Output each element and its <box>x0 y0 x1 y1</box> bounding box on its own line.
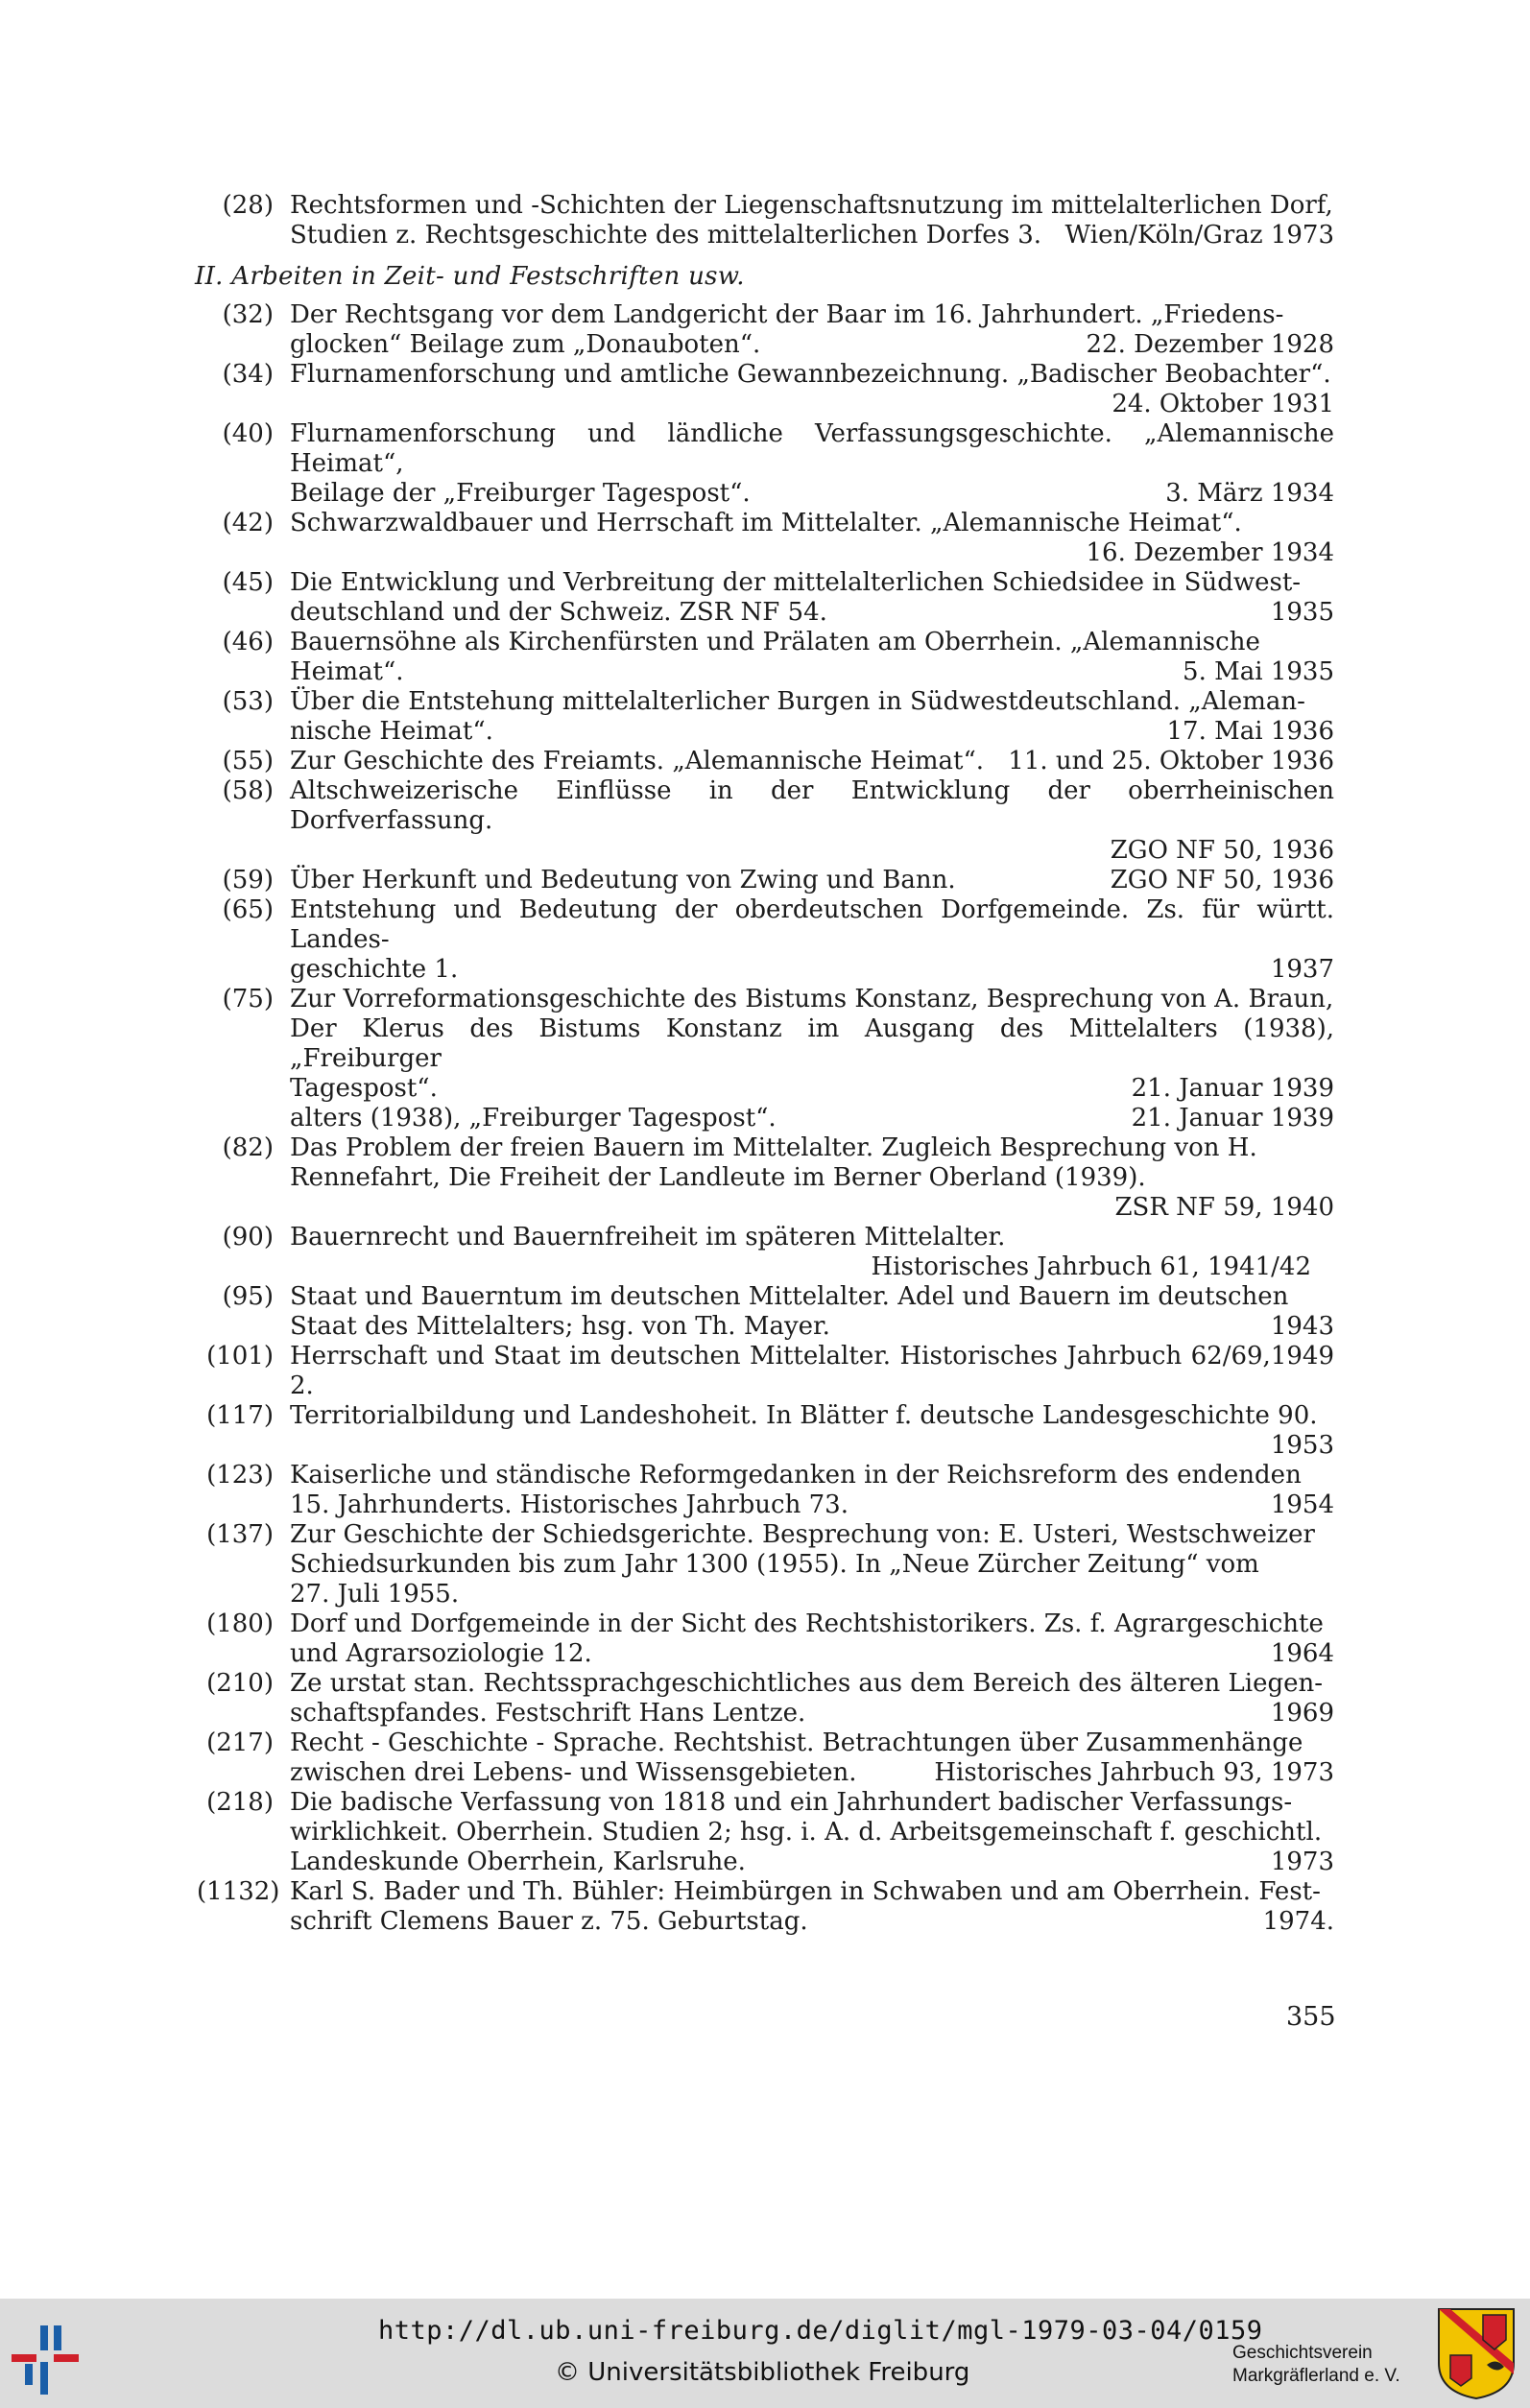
entry-body <box>290 895 1334 985</box>
entry-text-line: 27. Juli 1955. <box>290 1580 460 1609</box>
bibliography-entry <box>197 1282 1334 1342</box>
bibliography-entry <box>197 687 1334 747</box>
entry-body <box>290 628 1334 687</box>
entry-body <box>290 360 1334 419</box>
entry-text-line: Schiedsurkunden bis zum Jahr 1300 (1955). In „Neue Zürcher Zeitung“ vom <box>290 1550 1259 1579</box>
entry-body <box>290 985 1334 1133</box>
permalink-url[interactable]: http://dl.ub.uni-freiburg.de/diglit/mgl-1979-03-04/0159 <box>378 2316 1263 2346</box>
entry-text-left: Herrschaft und Staat im deutschen Mittelalter. Historisches Jahrbuch 62/69, 2. <box>290 1342 1271 1400</box>
entry-number: (95) <box>222 1282 274 1311</box>
bibliography-entry <box>197 866 1334 895</box>
entry-text-left: Tagespost“. <box>290 1074 438 1103</box>
entry-text-line: Die Entwicklung und Verbreitung der mittelalterlichen Schiedsidee in Südwest- <box>290 568 1302 597</box>
page-number: 355 <box>1286 2002 1336 2032</box>
bibliography-entry <box>197 1133 1334 1223</box>
entry-source: Historisches Jahrbuch 61, 1941/42 <box>871 1252 1311 1281</box>
entry-number: (58) <box>222 776 274 805</box>
entry-text-left: Über Herkunft und Bedeutung von Zwing und Bann. <box>290 866 956 894</box>
entry-date: 1949 <box>1270 1342 1334 1371</box>
entry-source: ZGO NF 50, 1936 <box>1110 836 1334 865</box>
entry-text-left: Studien z. Rechtsgeschichte des mittelalterlichen Dorfes 3. <box>290 221 1042 250</box>
entry-body <box>290 776 1334 866</box>
entry-number: (46) <box>222 628 274 656</box>
entry-body <box>290 1401 1334 1461</box>
entry-date: 1974. <box>1262 1907 1334 1936</box>
entry-number: (217) <box>206 1729 274 1757</box>
entry-text-left: Zur Geschichte des Freiamts. „Alemannische Heimat“. <box>290 747 985 775</box>
bibliography-entry <box>197 1669 1334 1729</box>
entry-body <box>290 1520 1334 1609</box>
entry-split-line <box>290 330 1334 360</box>
entry-split-line <box>290 598 1334 628</box>
entry-text-left: Staat des Mittelalters; hsg. von Th. Mayer. <box>290 1312 830 1341</box>
entry-text-line: Rechtsformen und -Schichten der Liegenschaftsnutzung im mittelalterlichen Dorf, <box>290 191 1333 220</box>
entry-text-left: und Agrarsoziologie 12. <box>290 1639 592 1668</box>
entry-source: 24. Oktober 1931 <box>1112 390 1334 418</box>
entry-source: 16. Dezember 1934 <box>1086 538 1334 567</box>
bibliography-entry <box>197 300 1334 360</box>
entry-text-line: wirklichkeit. Oberrhein. Studien 2; hsg. i. A. d. Arbeitsgemeinschaft f. geschichtl. <box>290 1818 1323 1847</box>
entry-body <box>290 1788 1334 1877</box>
entry-date: 21. Januar 1939 <box>1131 1074 1334 1103</box>
entry-text-line: Altschweizerische Einflüsse in der Entwicklung der oberrheinischen Dorfverfassung. <box>290 776 1334 835</box>
section-heading <box>197 262 1334 292</box>
entry-number: (90) <box>222 1223 274 1252</box>
entry-body <box>290 1133 1334 1223</box>
entry-text-left: nische Heimat“. <box>290 717 493 746</box>
bibliography-entry <box>197 1729 1334 1788</box>
entry-number: (42) <box>222 509 274 537</box>
entry-date: Historisches Jahrbuch 93, 1973 <box>934 1758 1334 1787</box>
entry-number: (65) <box>222 895 274 924</box>
entry-date: 1937 <box>1270 955 1334 984</box>
entry-text-left: zwischen drei Lebens- und Wissensgebieten. <box>290 1758 857 1787</box>
entry-text-left: schaftspfandes. Festschrift Hans Lentze. <box>290 1699 806 1728</box>
entry-split-line <box>290 1312 1334 1342</box>
entry-text-line: Entstehung und Bedeutung der oberdeutschen Dorfgemeinde. Zs. für württ. Landes- <box>290 895 1334 954</box>
entry-body <box>290 419 1334 509</box>
entry-split-line <box>290 866 1334 895</box>
bibliography-entry <box>197 1520 1334 1609</box>
bibliography-entry <box>197 1609 1334 1669</box>
entry-date: 21. Januar 1939 <box>1131 1104 1334 1132</box>
entry-body <box>290 1223 1334 1282</box>
bibliography-entry <box>197 568 1334 628</box>
entry-text-line: Flurnamenforschung und ländliche Verfassungsgeschichte. „Alemannische Heimat“, <box>290 419 1334 478</box>
entry-split-line <box>290 1907 1334 1937</box>
entry-number: (137) <box>206 1520 274 1549</box>
entry-number: (28) <box>222 191 274 220</box>
entry-text-line: Der Klerus des Bistums Konstanz im Ausgang des Mittelalters (1938), „Freiburger <box>290 1014 1334 1073</box>
entry-date: 1954 <box>1270 1490 1334 1519</box>
entry-body <box>290 1877 1334 1937</box>
entry-date: 22. Dezember 1928 <box>1086 330 1334 359</box>
society-name-line1: Geschichtsverein <box>1232 2343 1373 2363</box>
entry-split-line <box>290 1758 1334 1788</box>
entry-text-left: Landeskunde Oberrhein, Karlsruhe. <box>290 1848 746 1876</box>
bibliography-entry <box>197 985 1334 1133</box>
bibliography-entry <box>197 191 1334 250</box>
entry-text-left: geschichte 1. <box>290 955 459 984</box>
bibliography-entry <box>197 1877 1334 1937</box>
entry-number: (123) <box>206 1461 274 1490</box>
entry-body <box>290 1342 1334 1401</box>
entry-date: 1935 <box>1270 598 1334 627</box>
bibliography-entry <box>197 360 1334 419</box>
entry-number: (32) <box>222 300 274 329</box>
bibliography-list <box>197 191 1334 1937</box>
entry-date: 1969 <box>1270 1699 1334 1728</box>
entry-text-line: Kaiserliche und ständische Reformgedanken in der Reichsreform des endenden <box>290 1461 1302 1490</box>
entry-body <box>290 568 1334 628</box>
entry-number: (210) <box>206 1669 274 1698</box>
entry-number: (40) <box>222 419 274 448</box>
bibliography-entry <box>197 747 1334 776</box>
entry-text-left: schrift Clemens Bauer z. 75. Geburtstag. <box>290 1907 808 1936</box>
bibliography-entry <box>197 895 1334 985</box>
entry-split-line <box>290 1848 1334 1877</box>
bibliography-entry <box>197 1223 1334 1282</box>
entry-body <box>290 509 1334 568</box>
ub-freiburg-logo-icon[interactable] <box>12 2320 98 2396</box>
entry-number: (55) <box>222 747 274 775</box>
entry-text-left: glocken“ Beilage zum „Donauboten“. <box>290 330 761 359</box>
entry-number: (34) <box>222 360 274 389</box>
section-heading-text: II. Arbeiten in Zeit- und Festschriften usw. <box>195 262 745 291</box>
entry-split-line <box>290 717 1334 747</box>
entry-text-left: Heimat“. <box>290 657 404 686</box>
entry-text-line: Zur Geschichte der Schiedsgerichte. Besprechung von: E. Usteri, Westschweizer <box>290 1520 1315 1549</box>
entry-text-line: Schwarzwaldbauer und Herrschaft im Mittelalter. „Alemannische Heimat“. <box>290 509 1242 537</box>
entry-text-line: Staat und Bauerntum im deutschen Mittelalter. Adel und Bauern im deutschen <box>290 1282 1289 1311</box>
entry-body <box>290 300 1334 360</box>
entry-body <box>290 1282 1334 1342</box>
entry-text-line: Der Rechtsgang vor dem Landgericht der Baar im 16. Jahrhundert. „Friedens- <box>290 300 1284 329</box>
entry-date: 1964 <box>1270 1639 1334 1668</box>
entry-source: ZSR NF 59, 1940 <box>1114 1193 1334 1222</box>
bibliography-entry <box>197 1788 1334 1877</box>
entry-date: 1973 <box>1270 1848 1334 1876</box>
entry-text-line: Das Problem der freien Bauern im Mittelalter. Zugleich Besprechung von H. <box>290 1133 1257 1162</box>
entry-text-line: Bauernrecht und Bauernfreiheit im späteren Mittelalter. <box>290 1223 1006 1252</box>
entry-number: (1132) <box>197 1877 280 1906</box>
bibliography-entry <box>197 509 1334 568</box>
entry-text-left: Beilage der „Freiburger Tagespost“. <box>290 479 751 508</box>
entry-date: 5. Mai 1935 <box>1183 657 1334 686</box>
entry-text-left: deutschland und der Schweiz. ZSR NF 54. <box>290 598 827 627</box>
entry-split-line <box>290 1699 1334 1729</box>
bibliography-entry <box>197 1461 1334 1520</box>
entry-body <box>290 687 1334 747</box>
entry-text-line: Karl S. Bader und Th. Bühler: Heimbürgen in Schwaben und am Oberrhein. Fest- <box>290 1877 1321 1906</box>
entry-split-line <box>290 1490 1334 1520</box>
entry-number: (53) <box>222 687 274 716</box>
entry-number: (218) <box>206 1788 274 1817</box>
entry-text-line: Über die Entstehung mittelalterlicher Burgen in Südwestdeutschland. „Aleman- <box>290 687 1305 716</box>
entry-number: (117) <box>206 1401 274 1430</box>
entry-number: (45) <box>222 568 274 597</box>
entry-split-line <box>290 1104 1334 1133</box>
entry-split-line <box>290 955 1334 985</box>
entry-date: ZGO NF 50, 1936 <box>1110 866 1334 894</box>
footer-bar <box>0 2299 1530 2408</box>
entry-number: (101) <box>206 1342 274 1371</box>
entry-body <box>290 1609 1334 1669</box>
entry-body <box>290 1729 1334 1788</box>
bibliography-entry <box>197 1342 1334 1401</box>
entry-body <box>290 191 1334 250</box>
entry-date: 17. Mai 1936 <box>1166 717 1334 746</box>
entry-text-line: Flurnamenforschung und amtliche Gewannbezeichnung. „Badischer Beobachter“. <box>290 360 1331 389</box>
society-name[interactable] <box>1232 2342 1400 2388</box>
entry-split-line <box>290 221 1334 250</box>
entry-body <box>290 1461 1334 1520</box>
entry-text-line: Bauernsöhne als Kirchenfürsten und Prälaten am Oberrhein. „Alemannische <box>290 628 1260 656</box>
copyright-text: © Universitätsbibliothek Freiburg <box>555 2358 970 2387</box>
entry-number: (82) <box>222 1133 274 1162</box>
entry-text-left: alters (1938), „Freiburger Tagespost“. <box>290 1104 777 1132</box>
entry-split-line <box>290 1342 1334 1401</box>
entry-text-line: Zur Vorreformationsgeschichte des Bistums Konstanz, Besprechung von A. Braun, <box>290 985 1334 1013</box>
society-name-line2: Markgräflerland e. V. <box>1232 2366 1400 2386</box>
entry-text-line: Territorialbildung und Landeshoheit. In Blätter f. deutsche Landesgeschichte 90. <box>290 1401 1318 1430</box>
entry-text-line: Rennefahrt, Die Freiheit der Landleute im Berner Oberland (1939). <box>290 1163 1146 1192</box>
entry-number: (75) <box>222 985 274 1013</box>
entry-text-line: Ze urstat stan. Rechtssprachgeschichtliches aus dem Bereich des älteren Liegen- <box>290 1669 1324 1698</box>
bibliography-entry <box>197 1401 1334 1461</box>
entry-date: 1943 <box>1270 1312 1334 1341</box>
entry-text-line: Dorf und Dorfgemeinde in der Sicht des Rechtshistorikers. Zs. f. Agrargeschichte <box>290 1609 1324 1638</box>
entry-split-line <box>290 1639 1334 1669</box>
bibliography-entry <box>197 419 1334 509</box>
entry-split-line <box>290 747 1334 776</box>
entry-date: Wien/Köln/Graz 1973 <box>1064 221 1334 250</box>
entry-number: (59) <box>222 866 274 894</box>
coat-of-arms-icon[interactable] <box>1437 2307 1516 2400</box>
entry-split-line <box>290 1074 1334 1104</box>
entry-split-line <box>290 479 1334 509</box>
entry-number: (180) <box>206 1609 274 1638</box>
entry-text-line: Die badische Verfassung von 1818 und ein Jahrhundert badischer Verfassungs- <box>290 1788 1293 1817</box>
entry-text-left: 15. Jahrhunderts. Historisches Jahrbuch 73. <box>290 1490 849 1519</box>
entry-body <box>290 747 1334 776</box>
entry-source: 1953 <box>1270 1431 1334 1460</box>
entry-body <box>290 866 1334 895</box>
bibliography-entry <box>197 628 1334 687</box>
entry-date: 11. und 25. Oktober 1936 <box>1008 747 1334 775</box>
bibliography-entry <box>197 776 1334 866</box>
entry-body <box>290 1669 1334 1729</box>
entry-split-line <box>290 657 1334 687</box>
entry-text-line: Recht - Geschichte - Sprache. Rechtshist. Betrachtungen über Zusammenhänge <box>290 1729 1303 1757</box>
entry-date: 3. März 1934 <box>1165 479 1334 508</box>
